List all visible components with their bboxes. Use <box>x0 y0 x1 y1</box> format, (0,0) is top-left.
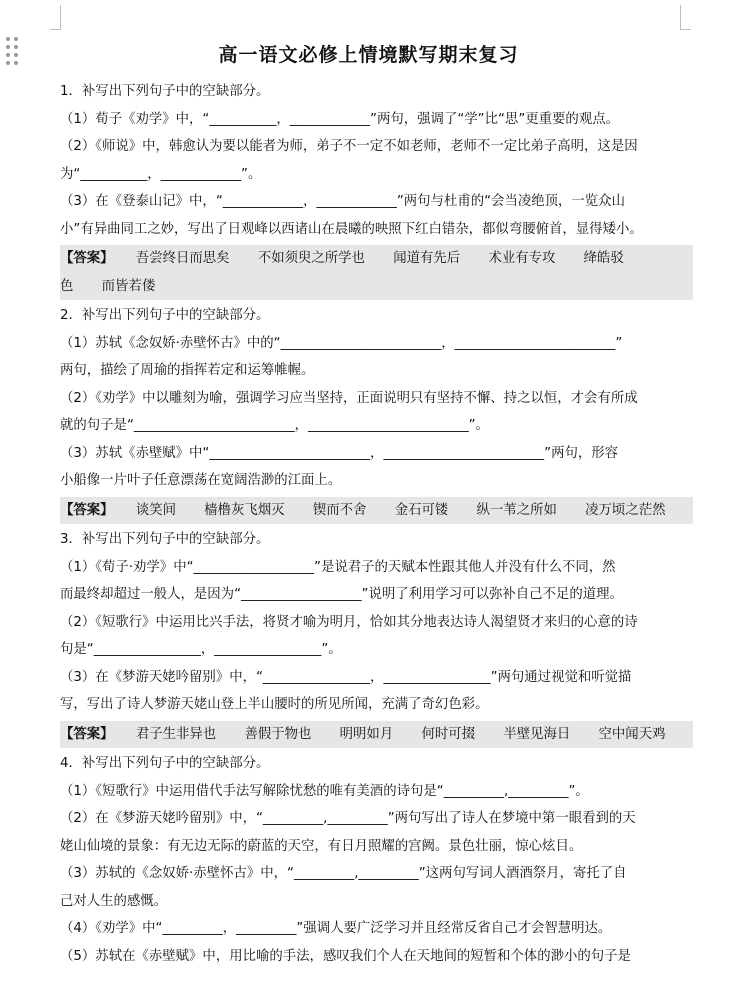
q2-item-2-line-2: 就的句子是“________________________，________________________”。 <box>60 418 489 433</box>
q2-answer-box <box>60 497 693 525</box>
crop-mark-top-left <box>50 5 61 30</box>
answer-item: 而皆若偻 <box>101 278 156 294</box>
q1-heading: 1．补写出下列句子中的空缺部分。 <box>60 84 270 99</box>
answer-item: 善假于物也 <box>244 726 312 742</box>
q3-answer-box <box>60 721 693 749</box>
answer-item: 半壁见海日 <box>503 726 571 742</box>
answer-item: 金石可镂 <box>394 502 449 518</box>
q4-item-5: （5）苏轼在《赤壁赋》中，用比喻的手法，感叹我们个人在天地间的短暂和个体的渺小的句子是 <box>60 948 631 964</box>
q4-item-2-line-2: 姥山仙境的景象：有无边无际的蔚蓝的天空，有日月照耀的宫阙。景色壮丽，惊心炫目。 <box>60 838 583 854</box>
q3-item-3-line-2: 写，写出了诗人梦游天姥山登上半山腰时的所见所闻，充满了奇幻色彩。 <box>60 697 489 712</box>
q3-item-1-line-2: 而最终却超过一般人，是因为“__________________”说明了利用学习可以弥补自己不足的道理。 <box>60 587 623 602</box>
q2-item-1-line-2: 两句，描绘了周瑜的指挥若定和运筹帷幄。 <box>60 363 315 378</box>
q3-item-2-line-1: （2）《短歌行》中运用比兴手法，将贤才喻为明月，恰如其分地表达诗人渴望贤才来归的心意的诗 <box>60 614 638 630</box>
q2-item-3-line-1: （3）苏轼《赤壁赋》中“________________________，________________________”两句，形容 <box>60 445 619 461</box>
answer-item: 术业有专攻 <box>488 251 556 266</box>
q2-heading: 2．补写出下列句子中的空缺部分。 <box>60 308 270 323</box>
answer-item: 锲而不舍 <box>312 502 367 518</box>
crop-mark-top-right <box>680 5 691 30</box>
answer-item: 何时可掇 <box>421 726 476 742</box>
q4-item-3-line-1: （3）苏轼的《念奴娇·赤壁怀古》中，“_________,_________”这两句写词人酒酒祭月，寄托了自 <box>60 866 627 881</box>
answer-item: 谈笑间 <box>135 502 176 518</box>
q3-heading: 3．补写出下列句子中的空缺部分。 <box>60 532 270 547</box>
answer-item: 明明如月 <box>339 726 394 742</box>
q4-item-4: （4）《劝学》中“_________，_________”强调人要广泛学习并且经常反省自己才会智慧明达。 <box>60 921 612 936</box>
answer-item: 空中闻天鸡 <box>598 726 666 742</box>
q2-item-1-line-1: （1）苏轼《念奴娇·赤壁怀古》中的“________________________，________________________” <box>60 335 623 351</box>
q1-answer-box <box>60 245 693 300</box>
answer-item: 吾尝终日而思矣 <box>135 251 230 266</box>
q3-item-2-line-2: 句是“________________，________________”。 <box>60 642 342 657</box>
answer-item: 樯橹灰飞烟灭 <box>204 502 285 518</box>
q4-heading: 4．补写出下列句子中的空缺部分。 <box>60 756 270 771</box>
answer-label: 【答案】 <box>60 251 114 266</box>
q4-item-1: （1）《短歌行》中运用借代手法写解除忧愁的唯有美酒的诗句是“_________,_________”。 <box>60 783 589 799</box>
answer-label: 【答案】 <box>60 502 114 518</box>
q1-item-2-line-2: 为“__________，____________”。 <box>60 166 262 182</box>
answer-item: 凌万顷之茫然 <box>585 502 666 518</box>
answer-item: 君子生非异也 <box>135 726 217 742</box>
q4-item-3-line-2: 己对人生的感慨。 <box>60 893 168 909</box>
q1-item-2-line-1: （2）《师说》中，韩愈认为要以能者为师，弟子不一定不如老师，老师不一定比弟子高明，这是因 <box>60 139 638 154</box>
answer-item: 不如须臾之所学也 <box>257 251 365 266</box>
q1-item-3-line-1: （3）在《登泰山记》中，“____________，____________”两句与杜甫的“会当凌绝顶，一览众山 <box>60 194 625 209</box>
page-title: 高一语文必修上情境默写期末复习 <box>218 44 519 66</box>
answer-label: 【答案】 <box>60 726 114 742</box>
q2-item-2-line-1: （2）《劝学》中以雕刻为喻，强调学习应当坚持，正面说明只有坚持不懈、持之以恒，才会有所成 <box>60 390 638 406</box>
q1-item-3-line-2: 小”有异曲同工之妙，写出了日观峰以西诸山在晨曦的映照下红白错杂，都似弯腰俯首，显得矮小。 <box>60 221 643 237</box>
q3-item-3-line-1: （3）在《梦游天姥吟留别》中，“________________，________________”两句通过视觉和听觉描 <box>60 669 632 685</box>
answer-item: 绛皓驳 <box>583 251 624 266</box>
q2-item-3-line-2: 小船像一片叶子任意漂荡在宽阔浩渺的江面上。 <box>60 473 342 488</box>
answer-item: 纵一苇之所如 <box>476 502 557 518</box>
answer-item: 闻道有先后 <box>393 251 461 266</box>
answer-item: 色 <box>60 278 74 294</box>
q3-item-1-line-1: （1）《荀子·劝学》中“__________________”是说君子的天赋本性跟其他人并没有什么不同，然 <box>60 559 616 575</box>
q4-item-2-line-1: （2）在《梦游天姥吟留别》中，“_________,_________”两句写出了诗人在梦境中第一眼看到的天 <box>60 811 636 826</box>
document-body <box>60 78 693 970</box>
q1-item-1: （1）荀子《劝学》中，“__________，____________”两句，强调了“学”比“思”更重要的观点。 <box>60 111 619 127</box>
